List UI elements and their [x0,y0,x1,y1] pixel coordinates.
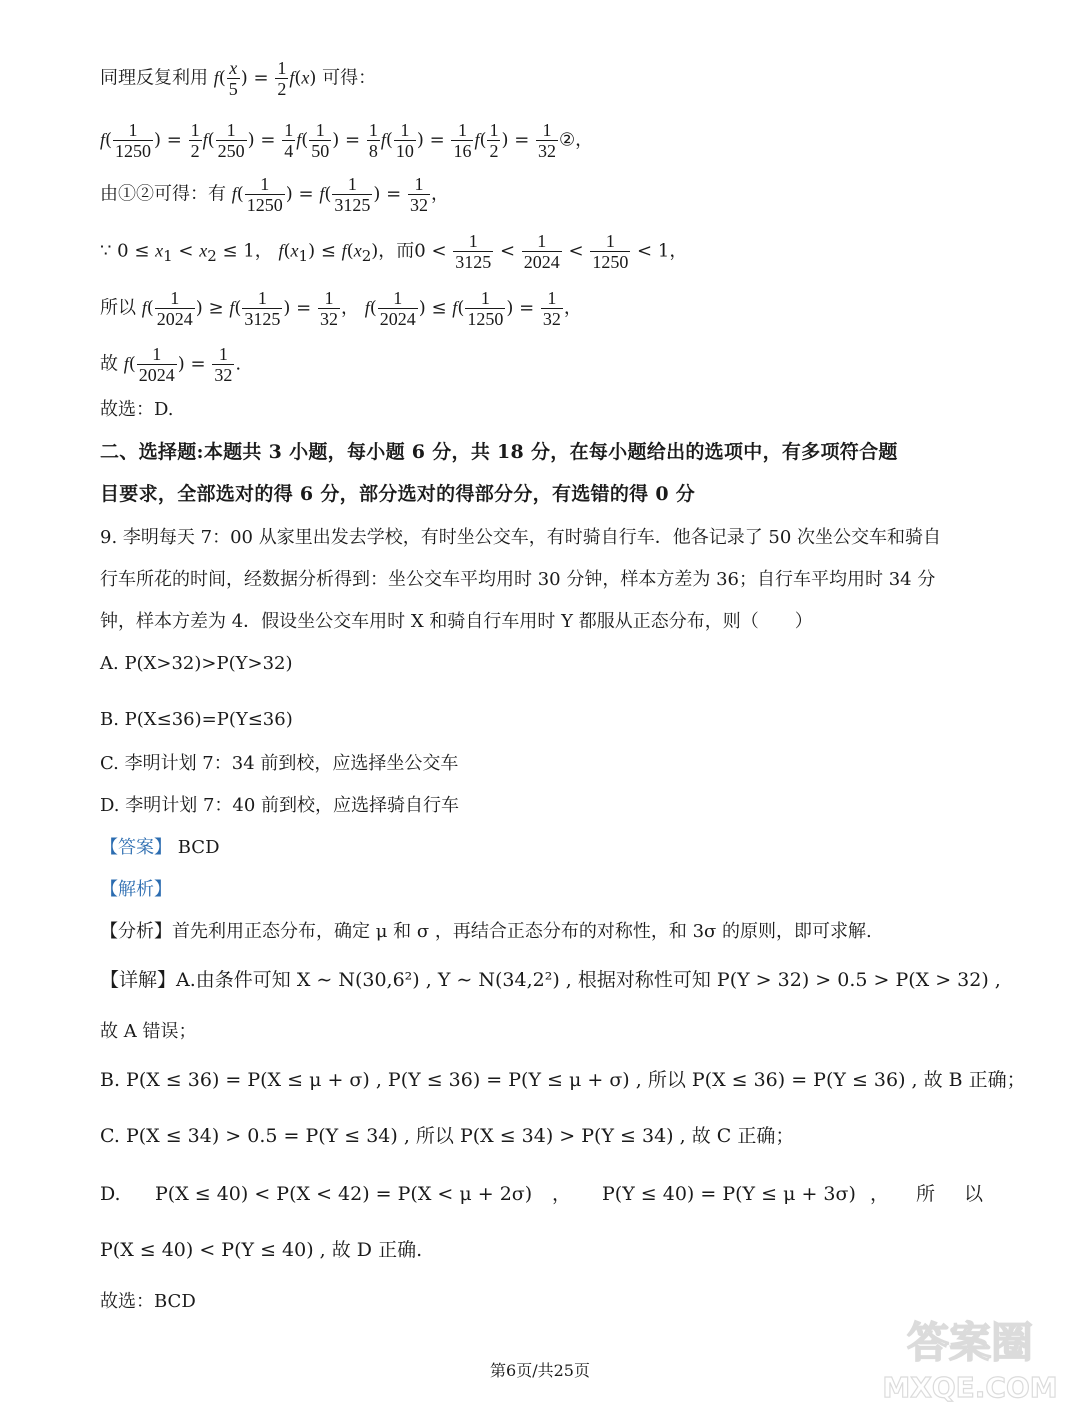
xiangjie-b-line: B. P(X ≤ 36) = P(X ≤ μ + σ) , P(Y ≤ 36) = P(Y ≤ μ + σ) , 所以 P(X ≤ 36) = P(Y ≤ 36) , 故 B 正确； [100,1069,1026,1091]
text: 所以 [100,297,136,319]
question-stem-line-3: 钟，样本方差为 4．假设坐公交车用时 X 和骑自行车用时 Y 都服从正态分布，则（ ） [100,611,813,632]
text: ， [563,297,582,319]
option-d: D. 李明计划 7：40 前到校，应选择骑自行车 [100,795,460,816]
question-stem-line-2: 行车所花的时间，经数据分析得到：坐公交车平均用时 30 分钟，样本方差为 36；自行车平均用时 34 分 [100,569,936,590]
answer-line [100,836,220,860]
solution-line-5: 所以 f( $\frac{1}{2024}$ ) ≥ f( $\frac{1}{3125}$ ) = $\frac{1}{32}$ ， f( $\frac{1}{2024}$ ) ≤ f( $\frac{1}{1250}$ ) = $\frac{1}{32}$ ， [100,288,582,329]
answer-label: 【答案】 [100,837,172,858]
solution-line-4: ∵ $0 \le x_1 < x_2 \le 1$， $f(x_1) \le f(x_2)$，而0 < $\frac{1}{3125}$ < $\frac{1}{2024}$ < $\frac{1}{1250}$ < 1， [100,231,688,272]
xiangjie-a-line [100,968,1001,992]
text: . [235,353,242,375]
text: ∵ [100,240,112,262]
fenxi-line [100,920,872,944]
fenxi-label: 【分析】 [100,921,172,942]
answer-value: BCD [177,837,220,858]
text: ， [669,240,688,262]
fenxi-text: 首先利用正态分布，确定 μ 和 σ ，再结合正态分布的对称性，和 3σ 的原则，即可求解. [172,921,872,942]
text: ，而 [378,240,415,262]
xiangjie-c-line: C. P(X ≤ 34) > 0.5 = P(Y ≤ 34) , 所以 P(X ≤ 34) > P(Y ≤ 34) , 故 C 正确； [100,1125,795,1147]
text: 以 [964,1183,984,1205]
option-b: B. P(X≤36)=P(Y≤36) [100,709,293,730]
text: ， [340,297,359,319]
option-c: C. 李明计划 7：34 前到校，应选择坐公交车 [100,753,459,774]
formula: P(Y ≤ 40) = P(Y ≤ μ + 3σ) [602,1183,856,1205]
text: 所 [916,1183,936,1205]
section-header-line-2: 目要求，全部选对的得 6 分，部分选对的得部分分，有选错的得 0 分 [100,483,696,505]
text: 可得： [322,67,377,89]
xiangjie-d-line-1 [100,1182,984,1206]
text: D. [100,1183,121,1205]
xiangjie-a-text: A.由条件可知 X ∼ N(30,6²) , Y ∼ N(34,2²) , 根据对称性可知 P(Y > 32) > 0.5 > P(X > 32) , [176,969,1001,991]
section-header-line-1: 二、选择题:本题共 3 小题，每小题 6 分，共 18 分，在每小题给出的选项中，有多项符合题 [100,441,898,463]
analysis-label: 【解析】 [100,879,172,900]
text: ②， [559,129,594,151]
xiangjie-d-line-2: P(X ≤ 40) < P(Y ≤ 40) , 故 D 正确. [100,1239,423,1261]
watermark-logo [880,1305,1060,1405]
text: 由①②可得：有 [100,183,226,205]
previous-answer: 故选：D. [100,399,174,420]
text: 故 [100,353,118,375]
solution-line-1: 同理反复利用 f( $\frac{x}{5}$ ) = $\frac{1}{2}$ f(x) 可得： [100,58,377,99]
solution-line-3: 由①②可得：有 f( $\frac{1}{1250}$ ) = f( $\frac{1}{3125}$ ) = $\frac{1}{32}$ ， [100,174,449,215]
text: 同理反复利用 [100,67,208,89]
option-a: A. P(X>32)>P(Y>32) [100,653,293,674]
text: ， [870,1183,890,1205]
text: ， [254,240,273,262]
text: ， [430,183,449,205]
xiangjie-label: 【详解】 [100,969,177,991]
final-answer: 故选：BCD [100,1291,196,1312]
solution-line-2: f( $\frac{1}{1250}$ ) = $\frac{1}{2}$ f( $\frac{1}{250}$ ) = $\frac{1}{4}$ f( $\frac{1}{50}$ ) = $\frac{1}{8}$ f( $\frac{1}{10}$ ) = $\frac{1}{16}$ f( $\frac{1}{2}$ ) = $\frac{1}{32}$ ②， [100,120,594,161]
page-footer: 第6页/共25页 [490,1361,590,1380]
text: ， [552,1183,572,1205]
formula: P(X ≤ 40) < P(X < 42) = P(X < μ + 2σ) [155,1183,533,1205]
solution-line-6: 故 f( $\frac{1}{2024}$ ) = $\frac{1}{32}$ . [100,344,242,385]
svg-text:答案圈: 答案圈 [906,1318,1034,1367]
question-stem-line-1: 9. 李明每天 7：00 从家里出发去学校，有时坐公交车，有时骑自行车．他各记录了 50 次坐公交车和骑自 [100,527,942,548]
svg-text:MXQE.COM: MXQE.COM [882,1371,1058,1404]
xiangjie-a-conclusion: 故 A 错误； [100,1021,197,1042]
